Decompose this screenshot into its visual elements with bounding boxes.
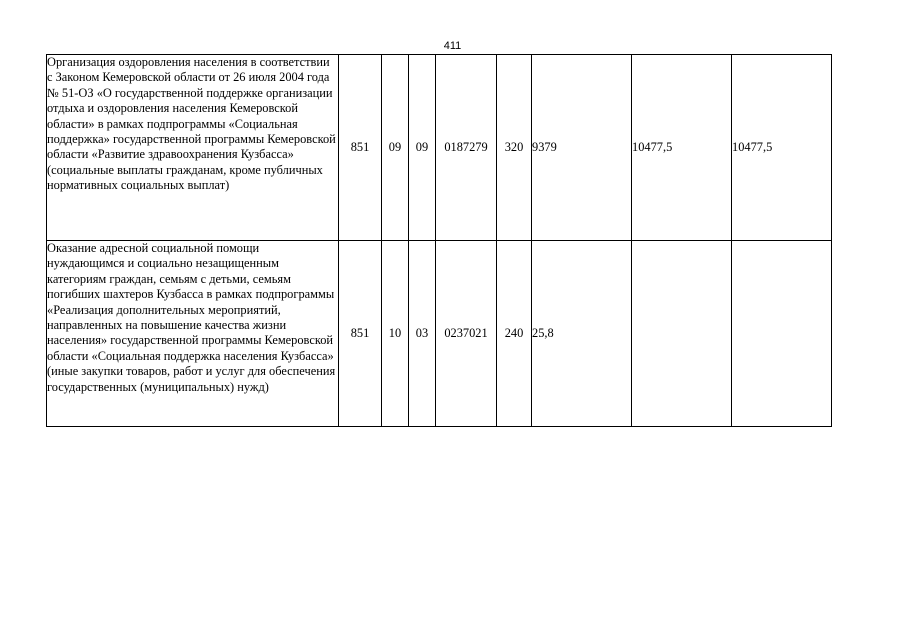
table-row <box>47 55 832 241</box>
subsection-code: 03 <box>409 241 436 427</box>
section-code: 09 <box>382 55 409 241</box>
sum-year-1: 25,8 <box>532 241 632 427</box>
ministry-code: 851 <box>339 241 382 427</box>
sum-year-1: 9379 <box>532 55 632 241</box>
ministry-code: 851 <box>339 55 382 241</box>
sum-year-3: 10477,5 <box>732 55 832 241</box>
section-code: 10 <box>382 241 409 427</box>
subsection-code: 09 <box>409 55 436 241</box>
sum-year-2 <box>632 241 732 427</box>
page-number: 411 <box>443 40 462 52</box>
target-article-code: 0187279 <box>436 55 497 241</box>
sum-year-2: 10477,5 <box>632 55 732 241</box>
target-article-code: 0237021 <box>436 241 497 427</box>
table-row <box>47 241 832 427</box>
expense-type-code: 320 <box>497 55 532 241</box>
sum-year-3 <box>732 241 832 427</box>
row-description: Организация оздоровления населения в соответствии с Законом Кемеровской области от 26 июля 2004 года № 51-ОЗ «О государственной поддержке организации отдыха и оздоровления населения Кемеровской области» в рамках подпрограммы «Социальная поддержка» государственной программы Кемеровской области «Развитие здравоохранения Кузбасса» (социальные выплаты гражданам, кроме публичных нормативных социальных выплат) <box>47 55 339 241</box>
row-description: Оказание адресной социальной помощи нуждающимся и социально незащищенным категориям граждан, семьям с детьми, семьям погибших шахтеров Кузбасса в рамках подпрограммы «Реализация дополнительных мероприятий, направленных на повышение качества жизни населения» государственной программы Кемеровской области «Социальная поддержка населения Кузбасса» (иные закупки товаров, работ и услуг для обеспечения государственных (муниципальных) нужд) <box>47 241 339 427</box>
expense-type-code: 240 <box>497 241 532 427</box>
budget-table <box>46 54 832 427</box>
